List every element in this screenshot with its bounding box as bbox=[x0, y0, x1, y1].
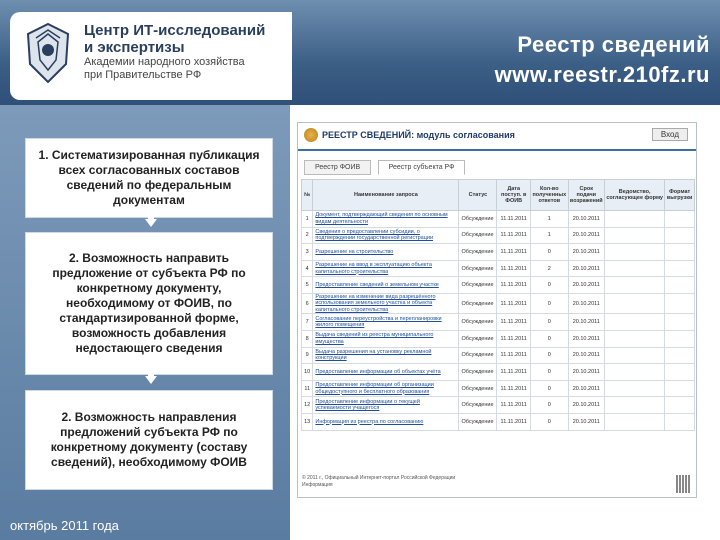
col-header[interactable]: Дата поступ. в ФОИВ bbox=[497, 180, 531, 211]
row-number: 6 bbox=[302, 293, 313, 314]
count-cell: 0 bbox=[531, 331, 568, 348]
row-number: 3 bbox=[302, 244, 313, 261]
status-cell: Обсуждение bbox=[459, 397, 497, 414]
row-number: 4 bbox=[302, 260, 313, 277]
format-cell bbox=[665, 414, 695, 431]
request-link[interactable]: Разрешение на ввод в эксплуатацию объекта капитального строительства bbox=[313, 260, 459, 277]
agency-cell bbox=[605, 260, 665, 277]
date-cell: 11.11.2011 bbox=[497, 331, 531, 348]
table-row[interactable] bbox=[302, 227, 695, 244]
format-cell bbox=[665, 260, 695, 277]
count-cell: 0 bbox=[531, 364, 568, 381]
date-cell: 11.11.2011 bbox=[497, 380, 531, 397]
registry-screenshot bbox=[297, 122, 697, 498]
count-cell: 0 bbox=[531, 244, 568, 261]
site-url: www.reestr.210fz.ru bbox=[494, 62, 710, 87]
down-arrow-icon bbox=[145, 376, 157, 384]
date-cell: 11.11.2011 bbox=[497, 260, 531, 277]
title-text: Реестр сведений bbox=[517, 32, 710, 57]
count-cell: 0 bbox=[531, 397, 568, 414]
step-3-box: 2. Возможность направления предложений субъекта РФ по конкретному документу (составу сведений), необходимому ФОИВ bbox=[25, 390, 273, 490]
status-cell: Обсуждение bbox=[459, 227, 497, 244]
due-date-cell: 20.10.2011 bbox=[568, 397, 605, 414]
due-date-cell: 20.10.2011 bbox=[568, 314, 605, 331]
table-row[interactable] bbox=[302, 293, 695, 314]
status-cell: Обсуждение bbox=[459, 380, 497, 397]
agency-cell bbox=[605, 380, 665, 397]
due-date-cell: 20.10.2011 bbox=[568, 331, 605, 348]
status-cell: Обсуждение bbox=[459, 364, 497, 381]
date-cell: 11.11.2011 bbox=[497, 397, 531, 414]
format-cell bbox=[665, 211, 695, 228]
row-number: 10 bbox=[302, 364, 313, 381]
info-link[interactable]: Информация bbox=[302, 482, 333, 488]
count-cell: 2 bbox=[531, 260, 568, 277]
agency-cell bbox=[605, 293, 665, 314]
table-row[interactable] bbox=[302, 314, 695, 331]
agency-cell bbox=[605, 364, 665, 381]
row-number: 1 bbox=[302, 211, 313, 228]
agency-cell bbox=[605, 211, 665, 228]
due-date-cell: 20.10.2011 bbox=[568, 364, 605, 381]
date-cell: 11.11.2011 bbox=[497, 244, 531, 261]
table-row[interactable] bbox=[302, 414, 695, 431]
agency-cell bbox=[605, 331, 665, 348]
requests-table bbox=[301, 179, 695, 431]
format-cell bbox=[665, 244, 695, 261]
row-number: 13 bbox=[302, 414, 313, 431]
request-link[interactable]: Выдача разрешения на установку рекламной конструкции bbox=[313, 347, 459, 364]
status-cell: Обсуждение bbox=[459, 347, 497, 364]
tab-subject[interactable]: Реестр субъекта РФ bbox=[378, 160, 466, 175]
due-date-cell: 20.10.2011 bbox=[568, 211, 605, 228]
date-cell: 11.11.2011 bbox=[497, 227, 531, 244]
tab-foiv[interactable]: Реестр ФОИВ bbox=[304, 160, 371, 175]
status-cell: Обсуждение bbox=[459, 211, 497, 228]
qr-code-icon bbox=[676, 475, 690, 493]
due-date-cell: 20.10.2011 bbox=[568, 244, 605, 261]
request-link[interactable]: Предоставление информации об организации общедоступного и бесплатного образования bbox=[313, 380, 459, 397]
down-arrow-icon bbox=[145, 219, 157, 227]
request-link[interactable]: Разрешение на изменение вида разрешённого использования земельного участка и объекта капитального строительства bbox=[313, 293, 459, 314]
org-line-2: и экспертизы bbox=[84, 39, 185, 56]
date-label: октябрь 2011 года bbox=[10, 518, 119, 533]
row-number: 12 bbox=[302, 397, 313, 414]
format-cell bbox=[665, 293, 695, 314]
count-cell: 1 bbox=[531, 227, 568, 244]
date-cell: 11.11.2011 bbox=[497, 414, 531, 431]
count-cell: 0 bbox=[531, 414, 568, 431]
row-number: 9 bbox=[302, 347, 313, 364]
login-button[interactable]: Вход bbox=[652, 128, 688, 141]
date-cell: 11.11.2011 bbox=[497, 364, 531, 381]
format-cell bbox=[665, 331, 695, 348]
agency-cell bbox=[605, 347, 665, 364]
table-row[interactable] bbox=[302, 244, 695, 261]
status-cell: Обсуждение bbox=[459, 260, 497, 277]
count-cell: 0 bbox=[531, 277, 568, 294]
date-cell: 11.11.2011 bbox=[497, 211, 531, 228]
request-link[interactable]: Выдача сведений из реестра муниципального имущества bbox=[313, 331, 459, 348]
registry-logo-icon bbox=[304, 128, 318, 142]
col-header[interactable]: Ведомство, согласующее форму bbox=[605, 180, 665, 211]
agency-cell bbox=[605, 227, 665, 244]
table-row[interactable] bbox=[302, 364, 695, 381]
org-line-3: Академии народного хозяйства bbox=[84, 56, 245, 68]
due-date-cell: 20.10.2011 bbox=[568, 260, 605, 277]
screenshot-footer bbox=[302, 475, 455, 489]
col-header[interactable]: Статус bbox=[459, 180, 497, 211]
col-header[interactable]: Наименование запроса bbox=[313, 180, 459, 211]
date-cell: 11.11.2011 bbox=[497, 314, 531, 331]
status-cell: Обсуждение bbox=[459, 277, 497, 294]
agency-cell bbox=[605, 314, 665, 331]
agency-cell bbox=[605, 414, 665, 431]
status-cell: Обсуждение bbox=[459, 293, 497, 314]
due-date-cell: 20.10.2011 bbox=[568, 227, 605, 244]
date-cell: 11.11.2011 bbox=[497, 277, 531, 294]
format-cell bbox=[665, 380, 695, 397]
table-row[interactable] bbox=[302, 260, 695, 277]
table-row[interactable] bbox=[302, 331, 695, 348]
row-number: 2 bbox=[302, 227, 313, 244]
tab-bar bbox=[304, 156, 467, 172]
format-cell bbox=[665, 277, 695, 294]
request-link[interactable]: Предоставление информации о текущей успеваемости учащегося bbox=[313, 397, 459, 414]
count-cell: 0 bbox=[531, 347, 568, 364]
count-cell: 0 bbox=[531, 380, 568, 397]
row-number: 7 bbox=[302, 314, 313, 331]
table-header-row bbox=[302, 180, 695, 211]
agency-cell bbox=[605, 397, 665, 414]
count-cell: 0 bbox=[531, 314, 568, 331]
table-row[interactable] bbox=[302, 397, 695, 414]
step-1-box: 1. Систематизированная публикация всех согласованных составов сведений по федеральным документам bbox=[25, 138, 273, 218]
count-cell: 1 bbox=[531, 211, 568, 228]
row-number: 8 bbox=[302, 331, 313, 348]
row-number: 11 bbox=[302, 380, 313, 397]
request-link[interactable]: Информация из реестра по согласованию bbox=[313, 414, 459, 431]
due-date-cell: 20.10.2011 bbox=[568, 347, 605, 364]
eagle-emblem-icon bbox=[22, 20, 74, 86]
date-cell: 11.11.2011 bbox=[497, 347, 531, 364]
request-link[interactable]: Документ, подтверждающий сведения по основным видам деятельности bbox=[313, 211, 459, 228]
org-line-1: Центр ИТ-исследований bbox=[84, 22, 266, 39]
due-date-cell: 20.10.2011 bbox=[568, 380, 605, 397]
copyright-text: © 2011 г., Официальный Интернет-портал Российской Федерации bbox=[302, 475, 456, 481]
table-row[interactable] bbox=[302, 211, 695, 228]
status-cell: Обсуждение bbox=[459, 331, 497, 348]
col-header[interactable]: Кол-во полученных ответов bbox=[531, 180, 568, 211]
table-row[interactable] bbox=[302, 347, 695, 364]
table-row[interactable] bbox=[302, 277, 695, 294]
count-cell: 0 bbox=[531, 293, 568, 314]
status-cell: Обсуждение bbox=[459, 414, 497, 431]
step-2-box: 2. Возможность направить предложение от субъекта РФ по конкретному документу, необходимому от ФОИВ, по стандартизированной форме, возможность добавления недостающего сведения bbox=[25, 232, 273, 375]
request-link[interactable]: Сведения о предоставлении субсидии, о подтверждении государственной регистрации bbox=[313, 227, 459, 244]
request-link[interactable]: Согласование переустройства и перепланировки жилого помещения bbox=[313, 314, 459, 331]
col-header[interactable]: Формат выгрузки bbox=[665, 180, 695, 211]
request-link[interactable]: Разрешение на строительство bbox=[313, 244, 459, 261]
format-cell bbox=[665, 347, 695, 364]
header-banner bbox=[0, 0, 720, 105]
due-date-cell: 20.10.2011 bbox=[568, 293, 605, 314]
page-title bbox=[495, 30, 710, 90]
org-logo-block bbox=[10, 12, 292, 100]
agency-cell bbox=[605, 277, 665, 294]
org-name bbox=[84, 22, 284, 82]
request-link[interactable]: Предоставление информации об объектах учёта bbox=[313, 364, 459, 381]
org-line-4: при Правительстве РФ bbox=[84, 69, 202, 81]
row-number: 5 bbox=[302, 277, 313, 294]
format-cell bbox=[665, 364, 695, 381]
agency-cell bbox=[605, 244, 665, 261]
format-cell bbox=[665, 314, 695, 331]
app-title: РЕЕСТР СВЕДЕНИЙ: модуль согласования bbox=[322, 130, 515, 140]
format-cell bbox=[665, 227, 695, 244]
app-header bbox=[298, 123, 696, 151]
due-date-cell: 20.10.2011 bbox=[568, 277, 605, 294]
status-cell: Обсуждение bbox=[459, 314, 497, 331]
col-header[interactable]: Срок подачи возражений bbox=[568, 180, 605, 211]
table-row[interactable] bbox=[302, 380, 695, 397]
format-cell bbox=[665, 397, 695, 414]
date-cell: 11.11.2011 bbox=[497, 293, 531, 314]
status-cell: Обсуждение bbox=[459, 244, 497, 261]
col-header[interactable]: № bbox=[302, 180, 313, 211]
due-date-cell: 20.10.2011 bbox=[568, 414, 605, 431]
request-link[interactable]: Предоставление сведений о земельном участке bbox=[313, 277, 459, 294]
